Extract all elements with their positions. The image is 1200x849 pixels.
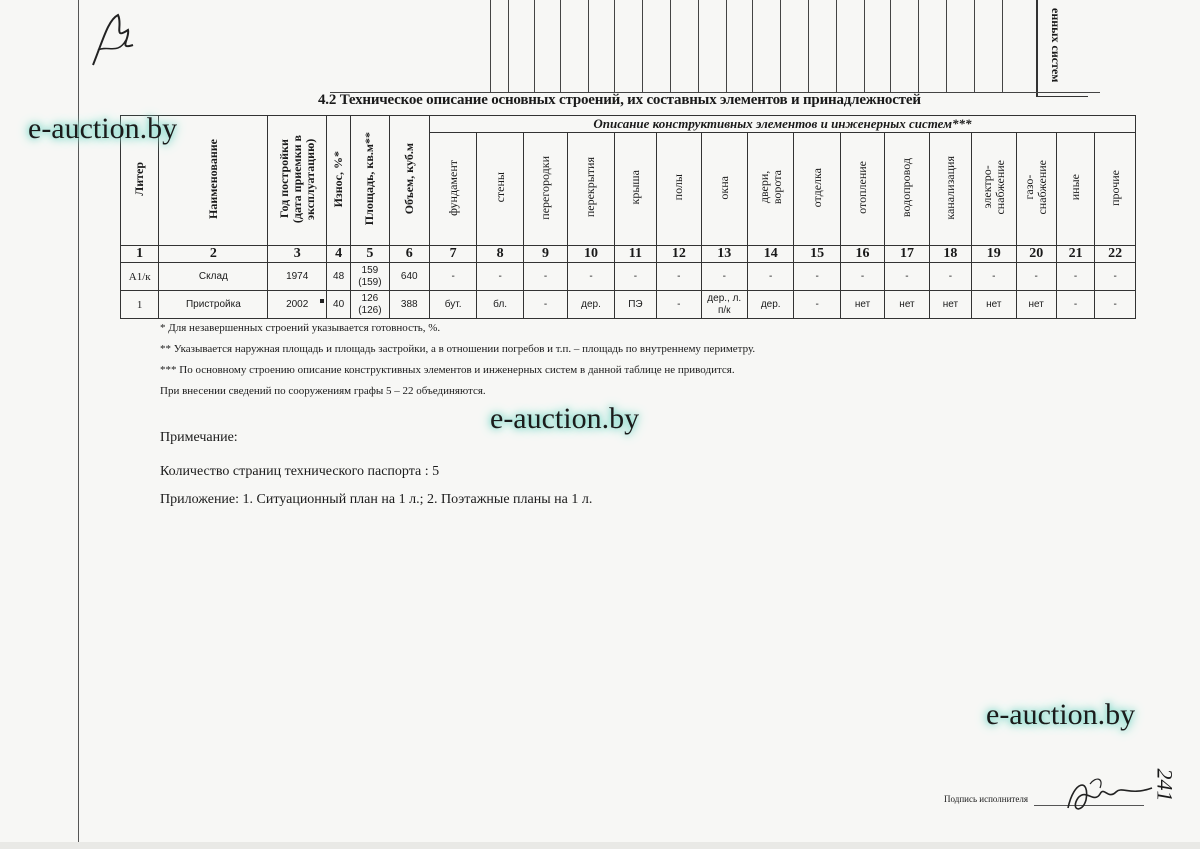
table-cell: 126 (126) [351,291,389,319]
table-cell: - [794,263,840,291]
table-cell: нет [840,291,884,319]
col-header: иные [1056,133,1094,246]
col-header: фундамент [429,133,476,246]
column-number: 4 [326,246,350,263]
table-cell: 159 (159) [351,263,389,291]
table-cell: нет [972,291,1016,319]
table-cell: - [840,263,884,291]
page-count-text: Количество страниц технического паспорта : 5 [160,464,440,479]
column-number: 17 [885,246,929,263]
footnote: ** Указывается наружная площадь и площадь застройки, а в отношении погребов и т.п. – площадь по внутреннему периметру. [160,343,756,355]
column-number: 18 [929,246,971,263]
header-stub-text: енных систем [1049,8,1063,83]
col-header: Наименование [159,116,268,246]
table-cell: - [885,263,929,291]
table-row [121,291,1136,319]
table-cell: - [1016,263,1056,291]
col-header: окна [701,133,747,246]
table-cell: 2002 [268,291,327,319]
table-cell: - [794,291,840,319]
table-cell: Склад [159,263,268,291]
column-number: 13 [701,246,747,263]
column-number: 7 [429,246,476,263]
table-cell: 640 [389,263,429,291]
watermark: e-auction.by [490,402,640,435]
col-header: крыша [614,133,656,246]
footnote: * Для незавершенных строений указывается готовность, %. [160,322,441,334]
table-cell: 1974 [268,263,327,291]
table-cell: - [568,263,614,291]
column-number: 16 [840,246,884,263]
section-title: 4.2 Техническое описание основных строений, их составных элементов и принадлежностей [318,92,921,108]
col-header: Износ, %* [326,116,350,246]
column-number: 9 [523,246,567,263]
footnotes [160,318,755,402]
column-number: 14 [747,246,793,263]
table-cell: - [523,263,567,291]
column-number: 1 [121,246,159,263]
column-number: 5 [351,246,389,263]
col-header: перекрытия [568,133,614,246]
signer-label: Подпись исполнителя [944,794,1028,804]
column-number-row [121,246,1136,263]
col-header: Литер [121,116,159,246]
table-cell: нет [929,291,971,319]
table-cell: нет [1016,291,1056,319]
col-header: двери, ворота [747,133,793,246]
ink-dot [320,299,324,303]
column-number: 6 [389,246,429,263]
table-cell: - [429,263,476,291]
column-number: 10 [568,246,614,263]
column-number: 11 [614,246,656,263]
col-header: водопровод [885,133,929,246]
table-cell: - [1056,263,1094,291]
table-row [121,263,1136,291]
table-cell: - [1095,263,1136,291]
buildings-table [120,115,1136,319]
table-cell: - [477,263,523,291]
table-cell: дер. [568,291,614,319]
table-cell: 388 [389,291,429,319]
table-cell: - [657,263,701,291]
footnote: При внесении сведений по сооружениям графы 5 – 22 объединяются. [160,385,486,397]
group-header: Описание конструктивных элементов и инженерных систем*** [429,116,1135,133]
col-header: полы [657,133,701,246]
table-cell: - [657,291,701,319]
appendix-text: Приложение: 1. Ситуационный план на 1 л.; 2. Поэтажные планы на 1 л. [160,492,593,507]
col-header: электро- снабжение [972,133,1016,246]
column-number: 22 [1095,246,1136,263]
col-header: канализация [929,133,971,246]
column-number: 8 [477,246,523,263]
table-cell: 1 [121,291,159,319]
column-number: 21 [1056,246,1094,263]
table-cell: дер., л. п/к [701,291,747,319]
col-header: отделка [794,133,840,246]
table-cell: бл. [477,291,523,319]
header-stub-lines [490,0,1080,92]
column-number: 15 [794,246,840,263]
footnote: *** По основному строению описание конструктивных элементов и инженерных систем в данной таблице не приводится. [160,364,735,376]
column-number: 12 [657,246,701,263]
remark-label: Примечание: [160,430,238,445]
page-number: 241 [1152,768,1178,802]
table-cell: - [614,263,656,291]
table-cell: - [972,263,1016,291]
watermark: e-auction.by [986,698,1136,731]
signature-image [1060,770,1160,818]
table-cell: - [523,291,567,319]
table-cell: 48 [326,263,350,291]
col-header: Площадь, кв.м** [351,116,389,246]
column-number: 20 [1016,246,1056,263]
col-header: Год постройки (дата приемки в эксплуатацию) [268,116,327,246]
col-header: прочие [1095,133,1136,246]
column-number: 19 [972,246,1016,263]
column-number: 2 [159,246,268,263]
table-cell: Пристройка [159,291,268,319]
table-cell: - [1095,291,1136,319]
table-cell: - [929,263,971,291]
column-number: 3 [268,246,327,263]
table-cell: - [747,263,793,291]
page-bottom-edge [0,842,1200,849]
table-cell: бут. [429,291,476,319]
table-cell: 40 [326,291,350,319]
col-header: отопление [840,133,884,246]
col-header: стены [477,133,523,246]
col-header: Объем, куб.м [389,116,429,246]
col-header: газо- снабжение [1016,133,1056,246]
watermark: e-auction.by [28,112,178,145]
table-cell: - [1056,291,1094,319]
col-header: перегородки [523,133,567,246]
table-cell: - [701,263,747,291]
table-cell: нет [885,291,929,319]
handwritten-mark [88,10,138,70]
table-cell: А1/к [121,263,159,291]
table-cell: ПЭ [614,291,656,319]
table-cell: дер. [747,291,793,319]
